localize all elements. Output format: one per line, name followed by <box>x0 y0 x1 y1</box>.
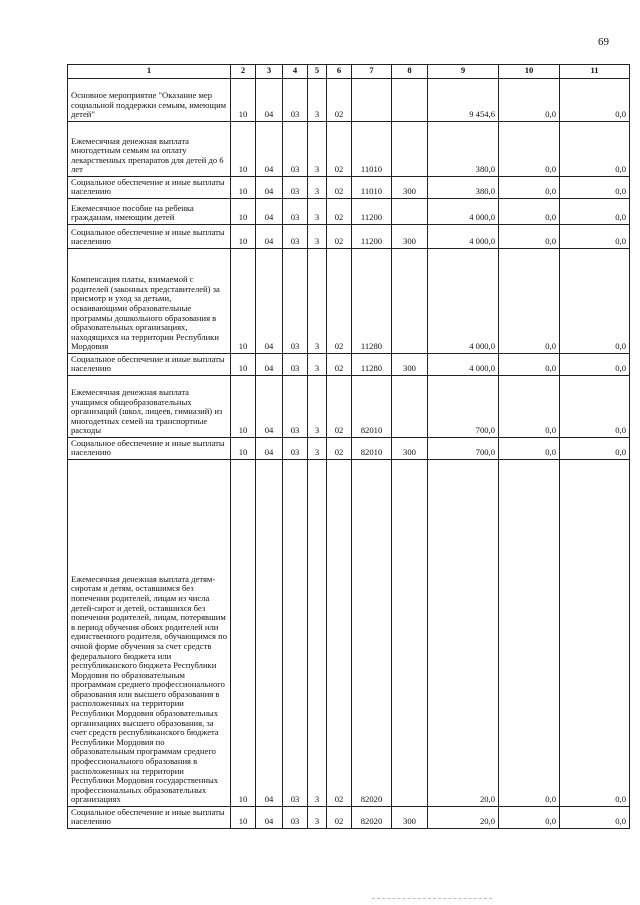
row-name-cell: Ежемесячная денежная выплата учащимся общеобразовательных организаций (школ, лицеев, гимназий) из многодетных семей на транспортные расходы <box>68 376 231 438</box>
col3-cell: 04 <box>256 376 283 438</box>
header-cell: 8 <box>392 65 428 79</box>
row-name-cell: Основное мероприятие "Оказание мер социальной поддержки семьям, имеющим детей" <box>68 79 231 122</box>
col4-cell: 03 <box>283 460 308 807</box>
col4-cell: 03 <box>283 199 308 225</box>
col8-cell <box>392 376 428 438</box>
col7-cell: 11280 <box>352 249 392 354</box>
col5-cell: 3 <box>308 225 327 249</box>
col10-cell: 0,0 <box>499 460 560 807</box>
col11-cell: 0,0 <box>560 79 630 122</box>
table-header-row <box>68 65 630 79</box>
col2-cell: 10 <box>231 460 256 807</box>
table-row <box>68 199 630 225</box>
col2-cell: 10 <box>231 376 256 438</box>
col8-cell <box>392 199 428 225</box>
col4-cell: 03 <box>283 354 308 376</box>
col6-cell: 02 <box>327 79 352 122</box>
col7-cell: 11200 <box>352 199 392 225</box>
page-number: 69 <box>598 36 609 48</box>
header-cell: 11 <box>560 65 630 79</box>
header-cell: 1 <box>68 65 231 79</box>
col8-cell: 300 <box>392 354 428 376</box>
row-name-cell: Компенсация платы, взимаемой с родителей (законных представителей) за присмотр и уход за детьми, осваивающими образовательные программы дошкольного образования в образовательных организациях, находящихся на территории Республики Мордовия <box>68 249 231 354</box>
amount-cell: 4 000,0 <box>428 199 499 225</box>
amount-cell: 9 454,6 <box>428 79 499 122</box>
col8-cell: 300 <box>392 177 428 199</box>
col4-cell: 03 <box>283 122 308 177</box>
col10-cell: 0,0 <box>499 807 560 829</box>
amount-cell: 700,0 <box>428 376 499 438</box>
table-row <box>68 122 630 177</box>
header-cell: 2 <box>231 65 256 79</box>
col10-cell: 0,0 <box>499 438 560 460</box>
col7-cell: 82010 <box>352 376 392 438</box>
table-row <box>68 807 630 829</box>
col3-cell: 04 <box>256 79 283 122</box>
table-row <box>68 460 630 807</box>
col5-cell: 3 <box>308 438 327 460</box>
col8-cell: 300 <box>392 807 428 829</box>
row-name-cell: Социальное обеспечение и иные выплаты населению <box>68 438 231 460</box>
col4-cell: 03 <box>283 225 308 249</box>
col10-cell: 0,0 <box>499 122 560 177</box>
header-cell: 7 <box>352 65 392 79</box>
row-name-cell: Социальное обеспечение и иные выплаты населению <box>68 225 231 249</box>
col7-cell: 82020 <box>352 460 392 807</box>
col4-cell: 03 <box>283 376 308 438</box>
col3-cell: 04 <box>256 122 283 177</box>
scan-artifact-line <box>372 898 492 900</box>
col11-cell: 0,0 <box>560 122 630 177</box>
col8-cell <box>392 122 428 177</box>
col3-cell: 04 <box>256 460 283 807</box>
table-row <box>68 249 630 354</box>
col7-cell: 82020 <box>352 807 392 829</box>
table-row <box>68 376 630 438</box>
col11-cell: 0,0 <box>560 249 630 354</box>
col6-cell: 02 <box>327 122 352 177</box>
col6-cell: 02 <box>327 177 352 199</box>
col3-cell: 04 <box>256 249 283 354</box>
col11-cell: 0,0 <box>560 460 630 807</box>
col4-cell: 03 <box>283 79 308 122</box>
amount-cell: 700,0 <box>428 438 499 460</box>
table-row <box>68 438 630 460</box>
col4-cell: 03 <box>283 438 308 460</box>
col8-cell <box>392 249 428 354</box>
col10-cell: 0,0 <box>499 199 560 225</box>
header-cell: 10 <box>499 65 560 79</box>
col4-cell: 03 <box>283 249 308 354</box>
col8-cell <box>392 460 428 807</box>
col2-cell: 10 <box>231 177 256 199</box>
col10-cell: 0,0 <box>499 79 560 122</box>
col2-cell: 10 <box>231 354 256 376</box>
col5-cell: 3 <box>308 122 327 177</box>
col6-cell: 02 <box>327 438 352 460</box>
col11-cell: 0,0 <box>560 177 630 199</box>
header-cell: 9 <box>428 65 499 79</box>
col11-cell: 0,0 <box>560 438 630 460</box>
col2-cell: 10 <box>231 249 256 354</box>
col8-cell: 300 <box>392 225 428 249</box>
amount-cell: 20,0 <box>428 460 499 807</box>
col11-cell: 0,0 <box>560 354 630 376</box>
col5-cell: 3 <box>308 807 327 829</box>
col7-cell: 11010 <box>352 122 392 177</box>
col6-cell: 02 <box>327 199 352 225</box>
row-name-cell: Социальное обеспечение и иные выплаты населению <box>68 807 231 829</box>
row-name-cell: Ежемесячное пособие на ребенка гражданам, имеющим детей <box>68 199 231 225</box>
col2-cell: 10 <box>231 807 256 829</box>
row-name-cell: Социальное обеспечение и иные выплаты населению <box>68 354 231 376</box>
col10-cell: 0,0 <box>499 376 560 438</box>
table-row <box>68 225 630 249</box>
col3-cell: 04 <box>256 807 283 829</box>
col11-cell: 0,0 <box>560 199 630 225</box>
col10-cell: 0,0 <box>499 225 560 249</box>
row-name-cell: Ежемесячная денежная выплата многодетным семьям на оплату лекарственных препаратов для детей до 6 лет <box>68 122 231 177</box>
col7-cell: 11010 <box>352 177 392 199</box>
col2-cell: 10 <box>231 122 256 177</box>
col5-cell: 3 <box>308 249 327 354</box>
col8-cell: 300 <box>392 438 428 460</box>
table-row <box>68 177 630 199</box>
col5-cell: 3 <box>308 199 327 225</box>
col8-cell <box>392 79 428 122</box>
table-row <box>68 79 630 122</box>
amount-cell: 20,0 <box>428 807 499 829</box>
col3-cell: 04 <box>256 177 283 199</box>
col7-cell: 11200 <box>352 225 392 249</box>
col7-cell <box>352 79 392 122</box>
col10-cell: 0,0 <box>499 177 560 199</box>
amount-cell: 4 000,0 <box>428 354 499 376</box>
amount-cell: 380,0 <box>428 177 499 199</box>
budget-table <box>67 64 630 829</box>
col10-cell: 0,0 <box>499 354 560 376</box>
row-name-cell: Ежемесячная денежная выплата детям-сиротам и детям, оставшимся без попечения родителей, лицам из числа детей-сирот и детей, оставшихся без попечения родителей, лицам, потерявшим в период обучения обоих родителей или единственного родителя, обучающимся по очной форме обучения за счет средств федерального бюджета или республиканского бюджета Республики Мордовия по образовательным программам среднего профессионального образования или высшего образования в расположенных на территории Республики Мордовия образовательных организациях высшего образования, за счет средств республиканского бюджета Республики Мордовия по образовательным программам среднего профессионального образования в расположенных на территории Республики Мордовия государственных профессиональных образовательных организациях <box>68 460 231 807</box>
col7-cell: 82010 <box>352 438 392 460</box>
header-cell: 4 <box>283 65 308 79</box>
amount-cell: 4 000,0 <box>428 249 499 354</box>
col5-cell: 3 <box>308 354 327 376</box>
col6-cell: 02 <box>327 460 352 807</box>
col5-cell: 3 <box>308 79 327 122</box>
col4-cell: 03 <box>283 807 308 829</box>
col6-cell: 02 <box>327 225 352 249</box>
col3-cell: 04 <box>256 354 283 376</box>
col7-cell: 11280 <box>352 354 392 376</box>
col3-cell: 04 <box>256 225 283 249</box>
col3-cell: 04 <box>256 438 283 460</box>
col5-cell: 3 <box>308 460 327 807</box>
col10-cell: 0,0 <box>499 249 560 354</box>
col2-cell: 10 <box>231 438 256 460</box>
col6-cell: 02 <box>327 807 352 829</box>
header-cell: 3 <box>256 65 283 79</box>
amount-cell: 380,0 <box>428 122 499 177</box>
col2-cell: 10 <box>231 225 256 249</box>
col3-cell: 04 <box>256 199 283 225</box>
col4-cell: 03 <box>283 177 308 199</box>
col11-cell: 0,0 <box>560 807 630 829</box>
col11-cell: 0,0 <box>560 376 630 438</box>
col6-cell: 02 <box>327 376 352 438</box>
col6-cell: 02 <box>327 354 352 376</box>
row-name-cell: Социальное обеспечение и иные выплаты населению <box>68 177 231 199</box>
col11-cell: 0,0 <box>560 225 630 249</box>
header-cell: 6 <box>327 65 352 79</box>
col2-cell: 10 <box>231 79 256 122</box>
col2-cell: 10 <box>231 199 256 225</box>
col5-cell: 3 <box>308 376 327 438</box>
col5-cell: 3 <box>308 177 327 199</box>
table-row <box>68 354 630 376</box>
header-cell: 5 <box>308 65 327 79</box>
col6-cell: 02 <box>327 249 352 354</box>
amount-cell: 4 000,0 <box>428 225 499 249</box>
